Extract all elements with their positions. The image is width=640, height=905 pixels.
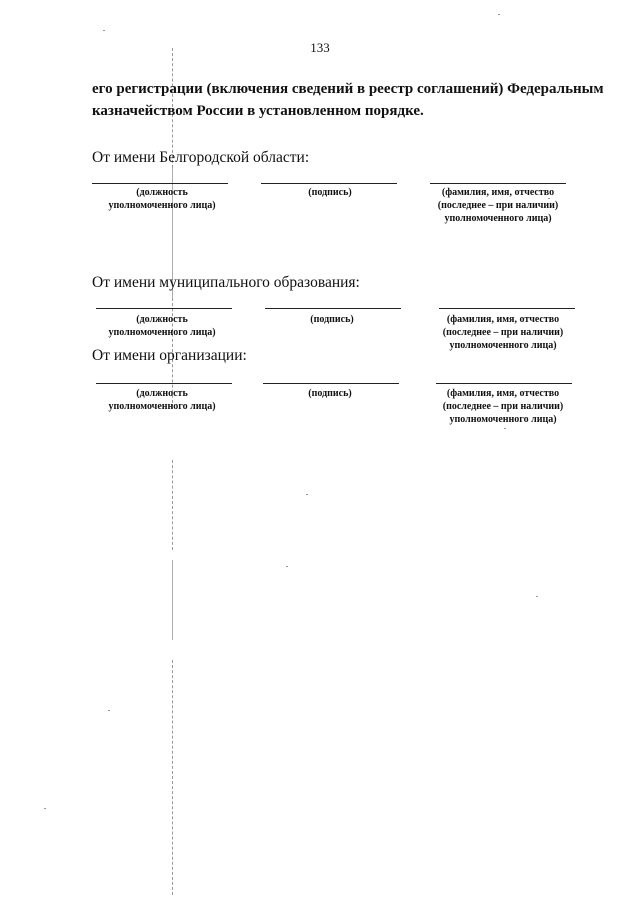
name-caption (428, 387, 578, 426)
name-caption (423, 186, 573, 225)
caption-line: (фамилия, имя, отчество (446, 314, 560, 325)
page-number: 133 (310, 40, 330, 55)
position-signature-line (96, 308, 232, 309)
caption-line: (последнее – при наличии) (437, 200, 559, 211)
caption-line: (должность (136, 314, 188, 325)
scan-speck (286, 566, 288, 567)
name-signature-line (430, 183, 566, 184)
scan-speck (44, 808, 46, 809)
caption-line: уполномоченного лица) (108, 401, 216, 412)
scan-speck (108, 710, 110, 711)
signature-caption: (подпись) (308, 388, 352, 399)
body-paragraph (92, 78, 612, 122)
position-signature-line (92, 183, 228, 184)
signature-line (261, 183, 397, 184)
scan-crease (172, 460, 173, 550)
caption-line: (последнее – при наличии) (442, 401, 564, 412)
caption-line: (должность (136, 388, 188, 399)
signature-line (265, 308, 401, 309)
caption-line: (фамилия, имя, отчество (441, 187, 555, 198)
position-caption (87, 186, 237, 212)
scan-speck (306, 494, 308, 495)
signature-caption: (подпись) (308, 187, 352, 198)
caption-line: уполномоченного лица) (444, 213, 552, 224)
section-heading-municipality: От имени муниципального образования: (92, 274, 360, 291)
scan-crease (172, 560, 173, 640)
paragraph-line: его регистрации (включения сведений в реестр соглашений) Федеральным (92, 81, 604, 97)
position-caption (87, 387, 237, 413)
position-caption (87, 313, 237, 339)
signature-line (263, 383, 399, 384)
caption-line: (должность (136, 187, 188, 198)
scan-speck (498, 14, 500, 15)
name-signature-line (436, 383, 572, 384)
name-caption (428, 313, 578, 352)
caption-line: уполномоченного лица) (108, 200, 216, 211)
position-signature-line (96, 383, 232, 384)
caption-line: (последнее – при наличии) (442, 327, 564, 338)
scan-speck (536, 596, 538, 597)
paragraph-line: казначейством России в установленном порядке. (92, 103, 424, 119)
caption-line: уполномоченного лица) (449, 340, 557, 351)
scan-speck (103, 30, 105, 31)
section-heading-region: От имени Белгородской области: (92, 149, 310, 166)
scan-speck (504, 428, 506, 429)
section-heading-organization: От имени организации: (92, 347, 247, 364)
caption-line: уполномоченного лица) (108, 327, 216, 338)
name-signature-line (439, 308, 575, 309)
signature-caption: (подпись) (310, 314, 354, 325)
scan-crease (172, 660, 173, 895)
caption-line: уполномоченного лица) (449, 414, 557, 425)
caption-line: (фамилия, имя, отчество (446, 388, 560, 399)
